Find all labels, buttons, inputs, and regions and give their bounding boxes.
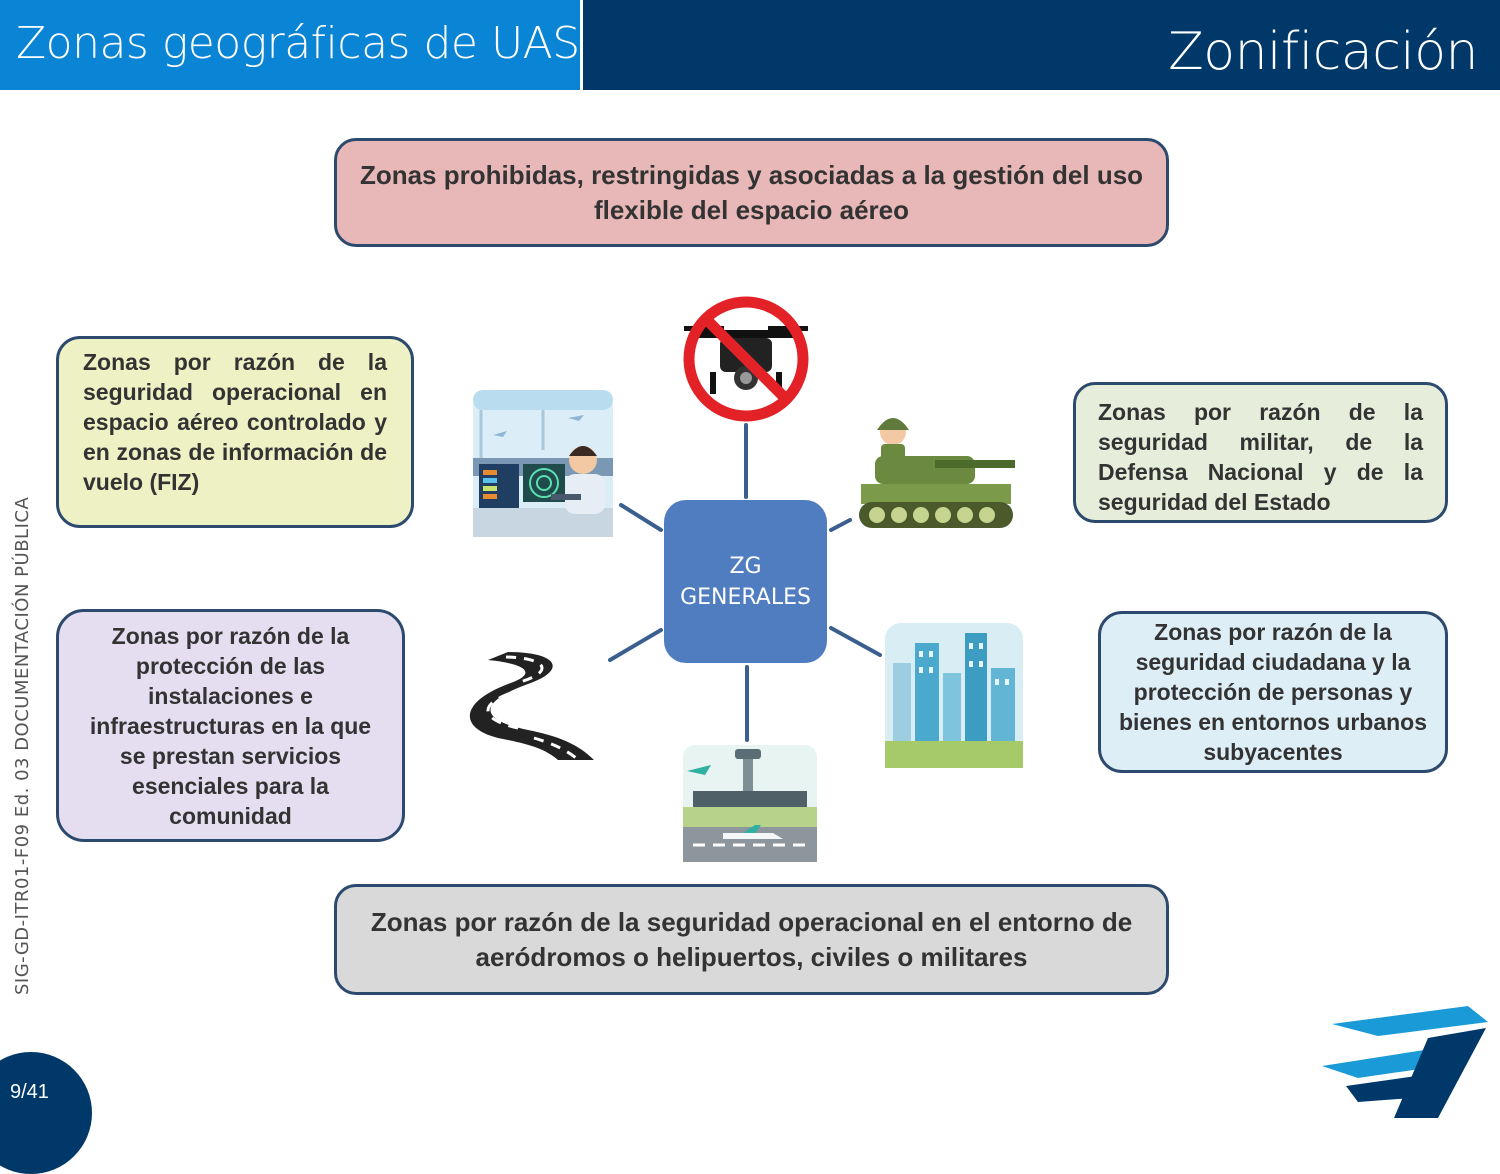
zone-text-infrastructure: Zonas por razón de la protección de las instalaciones e infraestructuras en la que se prestan servicios esenciales para la comunidad <box>89 622 372 829</box>
zone-text-controlled-airspace: Zonas por razón de la seguridad operacional en espacio aéreo controlado y en zonas de información de vuelo (FIZ) <box>83 349 387 495</box>
zone-text-restricted-airspace: Zonas prohibidas, restringidas y asociadas a la gestión del uso flexible del espacio aéreo <box>359 159 1144 225</box>
connector-top-left <box>621 505 661 530</box>
zone-box-infrastructure <box>56 609 405 842</box>
military-tank-image <box>855 408 1019 532</box>
zone-text-urban: Zonas por razón de la seguridad ciudadana y la protección de personas y bienes en entornos urbanos subyacentes <box>1119 619 1427 765</box>
zone-text-aerodromes: Zonas por razón de la seguridad operacional en el entorno de aeródromos o helipuertos, civiles o militares <box>370 906 1133 972</box>
air-traffic-controller-image <box>473 390 613 537</box>
connector-top-right <box>831 520 850 530</box>
hub-label-line2: GENERALES <box>680 584 811 610</box>
city-skyline-image <box>885 623 1023 768</box>
road-image <box>468 650 598 762</box>
section-title: Zonas geográficas de UAS <box>16 18 580 69</box>
zone-box-military <box>1073 382 1448 523</box>
zone-box-controlled-airspace <box>56 336 414 528</box>
organization-logo <box>1318 1002 1490 1120</box>
connector-bottom-left <box>610 630 661 660</box>
zone-text-military: Zonas por razón de la seguridad militar, de la Defensa Nacional y de la seguridad del Estado <box>1098 399 1423 515</box>
document-code-label: SIG-GD-ITR01-F09 Ed. 03 DOCUMENTACIÓN PÚBLICA <box>12 496 33 995</box>
zone-box-urban <box>1098 611 1448 773</box>
hub-zg-generales <box>664 500 827 663</box>
zone-box-restricted-airspace <box>334 138 1169 247</box>
page-number: 9/41 <box>10 1081 49 1103</box>
airport-image <box>683 745 817 862</box>
slide-title: Zonificación <box>1168 22 1478 82</box>
connector-bottom-right <box>831 628 880 655</box>
zone-box-aerodromes <box>334 884 1169 995</box>
no-drone-icon <box>680 296 812 422</box>
hub-label-line1: ZG <box>729 553 762 579</box>
